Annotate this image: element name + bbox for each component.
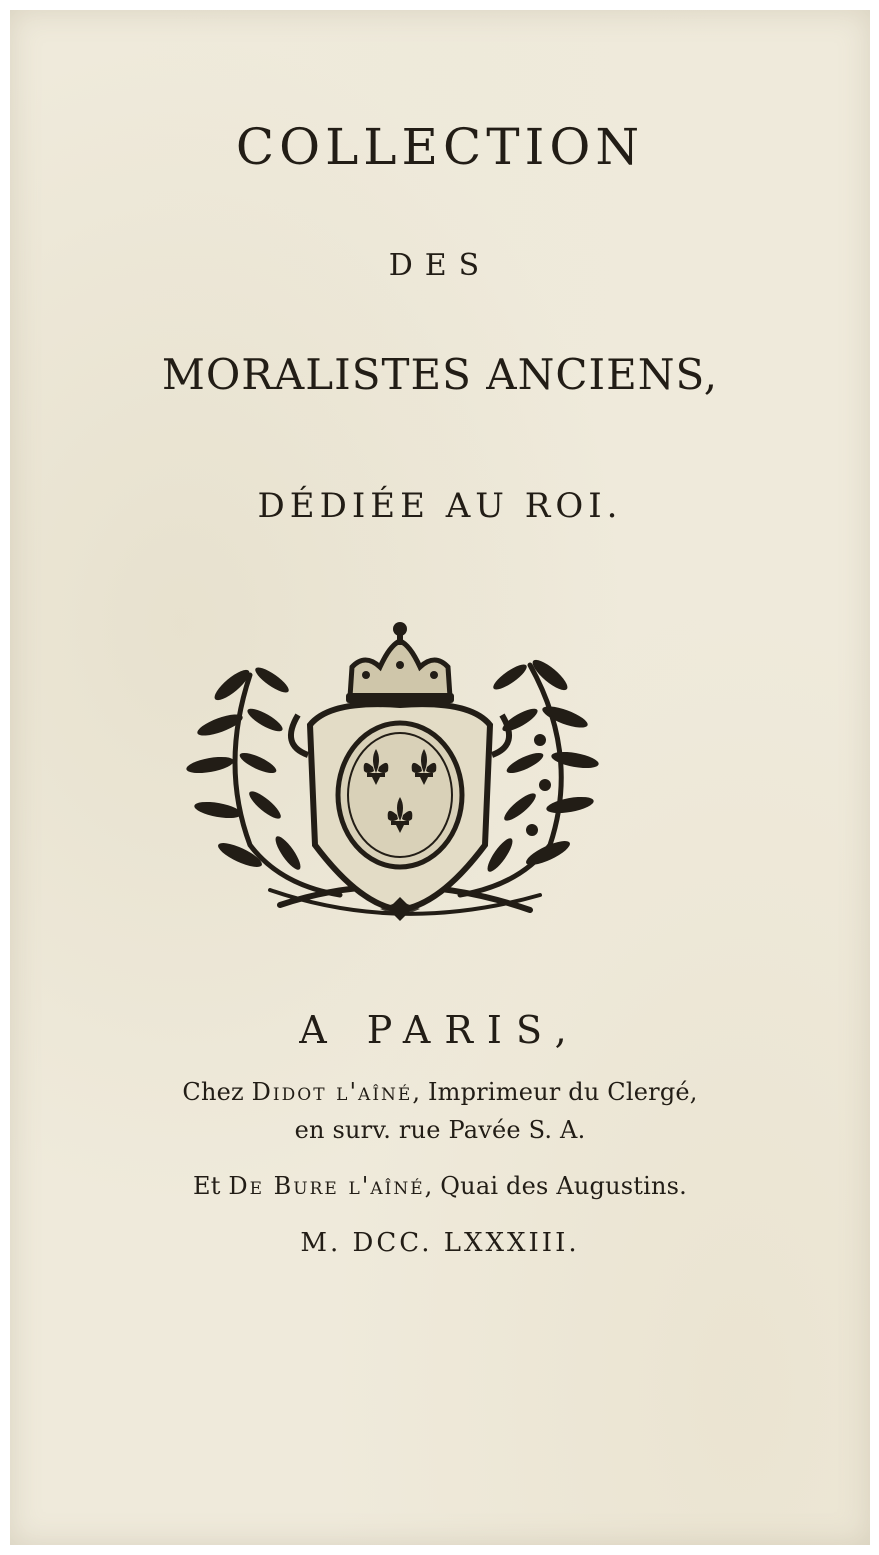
book-subtitle: MORALISTES ANCIENS,	[161, 350, 719, 399]
imprint-line3-suffix: , Quai des Augustins.	[424, 1172, 688, 1200]
title-connector: DES	[388, 248, 492, 283]
imprint-printer-line	[10, 1078, 870, 1106]
imprint-line3-prefix: Et	[192, 1172, 229, 1200]
imprint-address-line: en surv. rue Pavée S. A.	[294, 1116, 586, 1144]
book-title: COLLECTION	[235, 118, 645, 176]
printer-name: Didot l'aîné	[251, 1078, 413, 1106]
publication-date: M. DCC. LXXXIII.	[300, 1228, 580, 1258]
imprint-bookseller-line	[10, 1172, 870, 1200]
royal-arms-fleur-de-lis-icon	[180, 605, 620, 935]
dedication: DÉDIÉE AU ROI.	[257, 486, 623, 526]
title-page	[10, 10, 870, 1545]
imprint-place: A PARIS,	[299, 1008, 581, 1052]
imprint-line1-suffix: , Imprimeur du Clergé,	[412, 1078, 698, 1106]
imprint-line1-prefix: Chez	[182, 1078, 252, 1106]
bookseller-name: De Bure l'aîné	[228, 1172, 425, 1200]
